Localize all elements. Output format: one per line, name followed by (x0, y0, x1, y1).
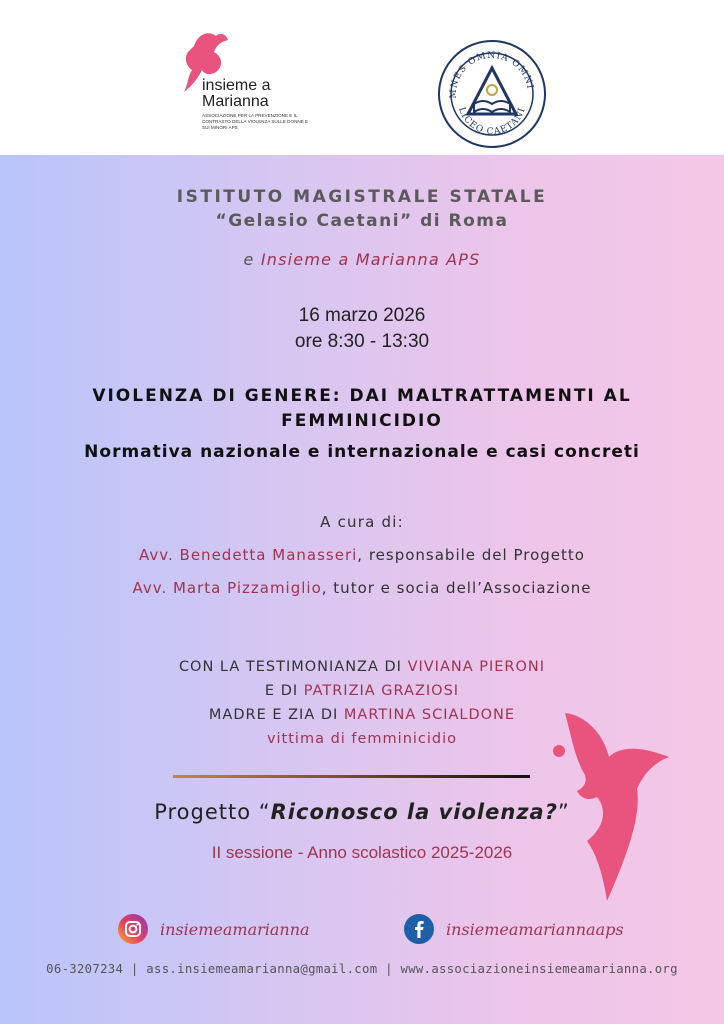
divider (173, 775, 530, 778)
instagram-link[interactable] (118, 913, 310, 945)
testimony-line2-prefix: E DI (264, 683, 304, 699)
partner-prefix: e (243, 250, 255, 269)
event-subtitle: Normativa nazionale e internazionale e casi concreti (84, 442, 640, 462)
event-date: 16 marzo 2026 (298, 305, 426, 326)
testimony-name-1: VIVIANA PIERONI (407, 659, 546, 675)
facebook-handle: insiemeamariannaaps (446, 919, 624, 939)
event-time: ore 8:30 - 13:30 (294, 331, 430, 352)
testimony-line1-prefix: CON LA TESTIMONIANZA DI (178, 659, 408, 675)
curators-label: A cura di: (320, 513, 404, 531)
seal-icon (436, 38, 548, 150)
testimony-name-2: PATRIZIA GRAZIOSI (303, 683, 460, 699)
testimony-line4: vittima di femminicidio (266, 731, 458, 747)
liceo-caetani-seal (436, 38, 548, 150)
logo-name-line2: Marianna (202, 93, 269, 110)
partner-line (0, 250, 724, 269)
logo-tagline: ASSOCIAZIONE PER LA PREVENZIONE E IL CONTRASTO DELLA VIOLENZA SULLE DONNE E SUI MINORI APS (202, 113, 309, 130)
project-prefix: Progetto “ (154, 800, 271, 824)
event-title (0, 384, 724, 434)
logo-name-line1: insieme a (202, 77, 271, 94)
testimony-name-3: MARTINA SCIALDONE (343, 707, 516, 723)
curator-1-role: , responsabile del Progetto (357, 546, 585, 564)
event-title-line2: FEMMINICIDIO (281, 411, 443, 431)
footer-contacts: 06-3207234 | ass.insiemeamarianna@gmail.com | www.associazioneinsiemeamarianna.org (46, 962, 678, 976)
institute-name: ISTITUTO MAGISTRALE STATALE (176, 187, 548, 207)
curator-2-name: Avv. Marta Pizzamiglio (132, 579, 322, 597)
project-name: Riconosco la violenza? (270, 800, 558, 824)
facebook-link[interactable] (404, 913, 624, 945)
dove-icon (545, 705, 680, 905)
testimony-line3-prefix: MADRE E ZIA DI (208, 707, 344, 723)
partner-name: Insieme a Marianna APS (260, 250, 481, 269)
seal-ring-bottom: LICEO CAETANI (456, 106, 528, 138)
curator-1-name: Avv. Benedetta Manasseri (139, 546, 358, 564)
event-title-line1: VIOLENZA DI GENERE: DAI MALTRATTAMENTI AL (92, 386, 632, 406)
project-session: II sessione - Anno scolastico 2025-2026 (211, 843, 513, 862)
testimony-line2 (0, 679, 724, 703)
insieme-a-marianna-logo (176, 26, 309, 136)
curator-2 (0, 579, 724, 597)
seal-ring-top: MNES OMNIA OMNI (448, 50, 535, 99)
instagram-icon (118, 914, 148, 944)
institute-subname: “Gelasio Caetani” di Roma (215, 211, 509, 231)
testimony-line1 (0, 655, 724, 679)
header (0, 0, 724, 155)
curator-1 (0, 546, 724, 564)
project-suffix: ” (557, 800, 570, 824)
instagram-handle: insiemeamarianna (160, 919, 310, 939)
facebook-icon (404, 914, 434, 944)
curator-2-role: , tutor e socia dell’Associazione (321, 579, 592, 597)
